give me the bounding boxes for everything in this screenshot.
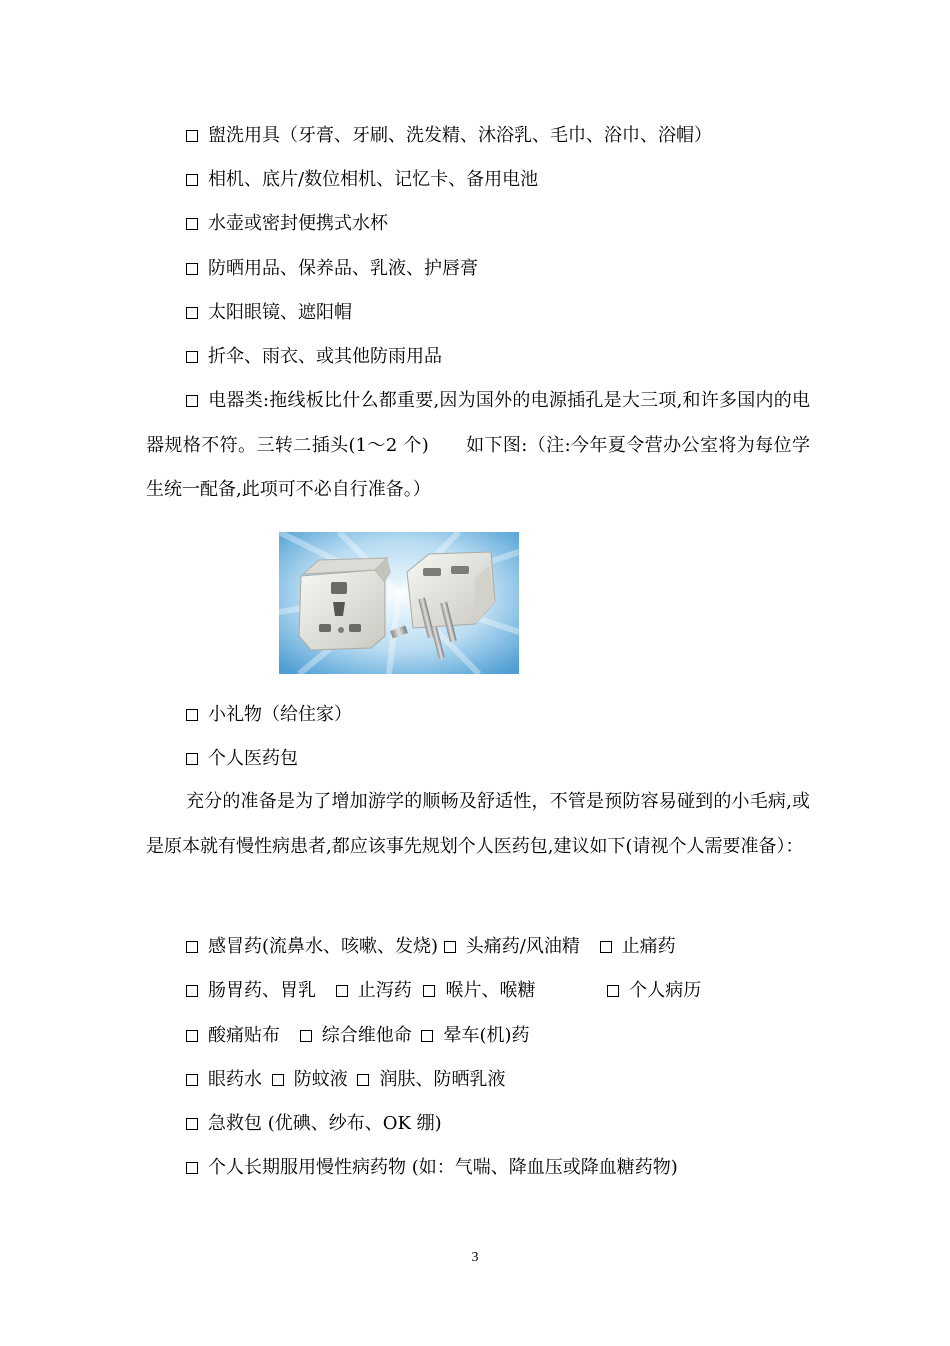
checkbox-icon [186, 985, 198, 997]
medicine-row: 肠胃药、胃乳 止泻药 喉片、喉糖 个人病历 [186, 979, 701, 1003]
checklist-item: 水壶或密封便携式水杯 [186, 212, 388, 236]
checkbox-icon [186, 130, 198, 142]
checkbox-icon [272, 1074, 284, 1086]
checkbox-icon [186, 351, 198, 363]
checkbox-icon [421, 1030, 433, 1042]
electrical-paragraph: 电器类:拖线板比什么都重要,因为国外的电源插孔是大三项,和许多国内的电器规格不符。三转二插头(1～2 个) 如下图:（注:今年夏令营办公室将为每位学生统一配备,此项可不必自行准备。） [146, 390, 810, 500]
checkbox-icon [186, 1162, 198, 1174]
checkbox-icon [186, 1074, 198, 1086]
medicine-row: 急救包 (优碘、纱布、OK 绷) [186, 1112, 442, 1136]
checkbox-icon [186, 709, 198, 721]
checkbox-icon [186, 1030, 198, 1042]
checkbox-icon [186, 307, 198, 319]
checklist-item: 折伞、雨衣、或其他防雨用品 [186, 345, 442, 369]
checklist-item: 个人医药包 [186, 747, 298, 771]
checkbox-icon [444, 941, 456, 953]
page-number: 3 [471, 1250, 479, 1265]
checklist-item: 相机、底片/数位相机、记忆卡、备用电池 [186, 168, 538, 192]
medicine-row: 个人长期服用慢性病药物 (如：气喘、降血压或降血糖药物) [186, 1156, 678, 1180]
checkbox-icon [423, 985, 435, 997]
checkbox-icon [186, 263, 198, 275]
checklist-item: 防晒用品、保养品、乳液、护唇膏 [186, 257, 478, 281]
checklist-item: 太阳眼镜、遮阳帽 [186, 301, 352, 325]
checkbox-icon [300, 1030, 312, 1042]
power-adapter-photo [279, 532, 519, 674]
medicine-row: 感冒药(流鼻水、咳嗽、发烧) 头痛药/风油精 止痛药 [186, 935, 676, 959]
medicine-row: 眼药水 防蚊液 润肤、防晒乳液 [186, 1068, 505, 1092]
checkbox-icon [186, 395, 198, 407]
checkbox-icon [186, 218, 198, 230]
checkbox-icon [336, 985, 348, 997]
checklist-item: 小礼物（给住家） [186, 703, 352, 727]
checkbox-icon [607, 985, 619, 997]
checklist-item: 盥洗用具（牙膏、牙刷、洗发精、沐浴乳、毛巾、浴巾、浴帽） [186, 124, 712, 148]
medicine-row: 酸痛贴布 综合维他命 晕车(机)药 [186, 1024, 530, 1048]
checkbox-icon [357, 1074, 369, 1086]
checkbox-icon [186, 1118, 198, 1130]
checkbox-icon [186, 174, 198, 186]
checkbox-icon [600, 941, 612, 953]
medical-intro-paragraph: 充分的准备是为了增加游学的顺畅及舒适性，不管是预防容易碰到的小毛病,或是原本就有慢性病患者,都应该事先规划个人医药包,建议如下(请视个人需要准备）： [146, 791, 810, 857]
checkbox-icon [186, 753, 198, 765]
checkbox-icon [186, 941, 198, 953]
